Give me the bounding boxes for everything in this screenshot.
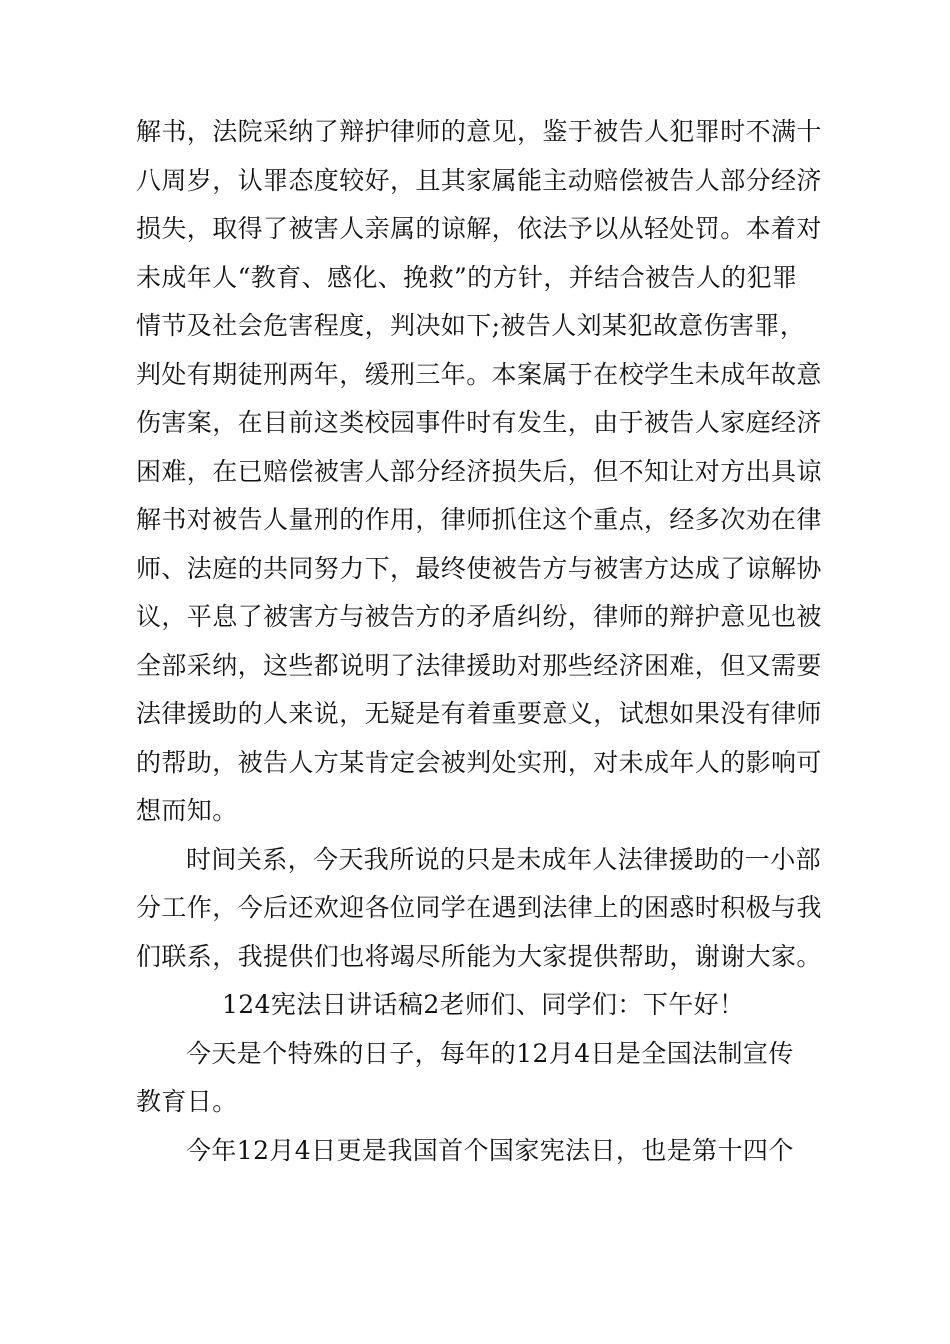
- text-line: 124宪法日讲话稿2老师们、同学们：下午好！: [222, 990, 745, 1019]
- text-line: 损失，取得了被害人亲属的谅解，依法予以从轻处罚。本着对: [136, 214, 822, 243]
- text-line: 时间关系，今天我所说的只是未成年人法律援助的一小部: [186, 844, 822, 874]
- text-line: 情节及社会危害程度，判决如下;被告人刘某犯故意伤害罪，: [136, 311, 806, 340]
- text-line: 师、法庭的共同努力下，最终使被告方与被害方达成了谅解协: [136, 553, 822, 583]
- text-line: 解书，法院采纳了辩护律师的意见，鉴于被告人犯罪时不满十: [136, 117, 822, 146]
- text-line: 未成年人“教育、感化、挽救”的方针，并结合被告人的犯罪: [136, 262, 798, 292]
- text-line: 议，平息了被害方与被告方的矛盾纠纷，律师的辩护意见也被: [136, 602, 822, 631]
- text-line: 教育日。: [136, 1087, 238, 1116]
- text-line: 今年12月4日更是我国首个国家宪法日，也是第十四个: [186, 1135, 794, 1165]
- text-line: 们联系，我提供们也将竭尽所能为大家提供帮助，谢谢大家。: [136, 941, 822, 971]
- text-line: 想而知。: [136, 796, 238, 825]
- text-line: 的帮助，被告人方某肯定会被判处实刑，对未成年人的影响可: [136, 747, 822, 777]
- text-line: 全部采纳，这些都说明了法律援助对那些经济困难，但又需要: [136, 650, 822, 680]
- text-line: 法律援助的人来说，无疑是有着重要意义，试想如果没有律师: [136, 699, 822, 728]
- text-line: 判处有期徒刑两年，缓刑三年。本案属于在校学生未成年故意: [136, 359, 822, 389]
- text-line: 伤害案，在目前这类校园事件时有发生，由于被告人家庭经济: [136, 408, 822, 437]
- text-line: 分工作，今后还欢迎各位同学在遇到法律上的困惑时积极与我: [136, 893, 822, 922]
- text-line: 今天是个特殊的日子，每年的12月4日是全国法制宣传: [186, 1038, 794, 1068]
- text-line: 解书对被告人量刑的作用，律师抓住这个重点，经多次劝在律: [136, 505, 822, 534]
- document-body: [136, 108, 836, 1175]
- text-line: 困难，在已赔偿被害人部分经济损失后，但不知让对方出具谅: [136, 456, 822, 486]
- text-line: 八周岁，认罪态度较好，且其家属能主动赔偿被告人部分经济: [136, 165, 822, 195]
